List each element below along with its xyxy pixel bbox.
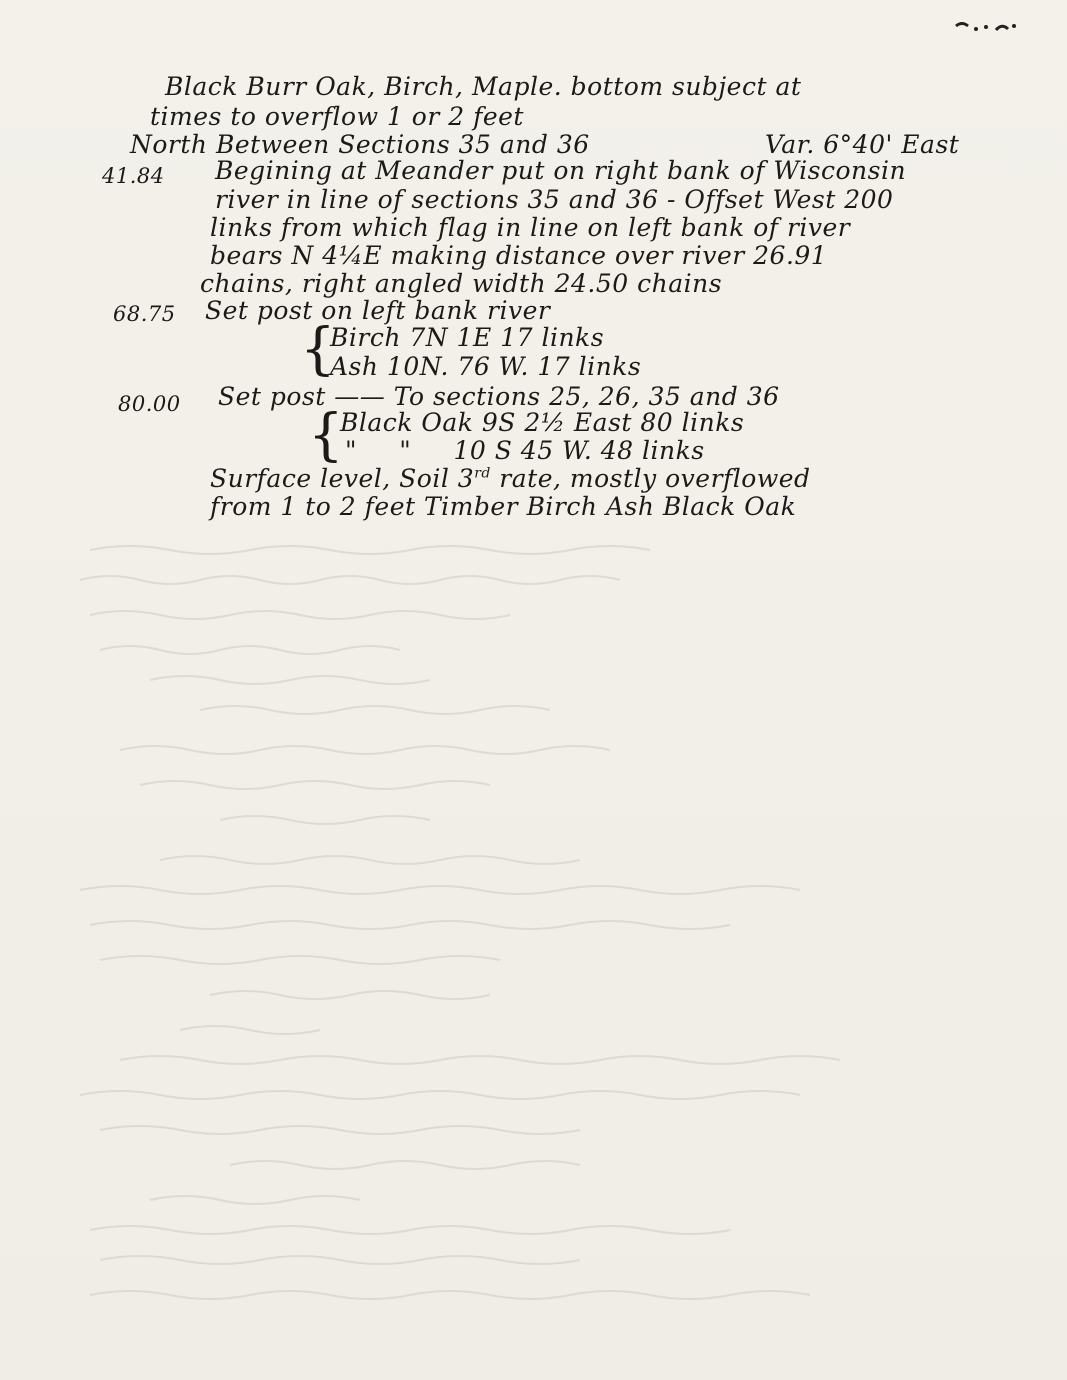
- witness-tree: Black Oak 9S 2½ East 80 links: [340, 408, 745, 437]
- entry-line: chains, right angled width 24.50 chains: [200, 269, 723, 298]
- witness-tree: Birch 7N 1E 17 links: [330, 323, 605, 352]
- header-line-2: times to overflow 1 or 2 feet: [150, 102, 524, 131]
- entry-line: Set post on left bank river: [205, 296, 551, 325]
- summary-line-2: from 1 to 2 feet Timber Birch Ash Black Oak: [210, 492, 797, 521]
- summary-text: rate, mostly overflowed: [490, 464, 811, 493]
- bleed-through-texture: [60, 540, 1040, 1340]
- witness-brace: {: [308, 403, 344, 468]
- summary-line-1: [210, 464, 811, 493]
- entry-line: Begining at Meander put on right bank of Wisconsin: [215, 156, 907, 185]
- entry-line: Set post —— To sections 25, 26, 35 and 36: [218, 382, 780, 411]
- entry-line: links from which flag in line on left bank of river: [210, 213, 851, 242]
- course-variation: Var. 6°40' East: [765, 130, 960, 159]
- entry-distance: 68.75: [113, 302, 176, 326]
- entry-distance: 80.00: [118, 392, 181, 416]
- entry-line: bears N 4¼E making distance over river 26.91: [210, 241, 828, 270]
- witness-tree: Ash 10N. 76 W. 17 links: [330, 352, 642, 381]
- summary-text: Surface level, Soil 3: [210, 464, 475, 493]
- witness-brace: {: [300, 317, 336, 382]
- corner-mark: [950, 18, 1020, 38]
- entry-distance: 41.84: [102, 164, 165, 188]
- summary-superscript: rd: [474, 465, 491, 482]
- witness-tree: " " 10 S 45 W. 48 links: [345, 436, 705, 465]
- entry-line: river in line of sections 35 and 36 - Offset West 200: [215, 185, 894, 214]
- course-direction: North Between Sections 35 and 36: [130, 130, 590, 159]
- header-line-1: Black Burr Oak, Birch, Maple. bottom subject at: [165, 72, 802, 101]
